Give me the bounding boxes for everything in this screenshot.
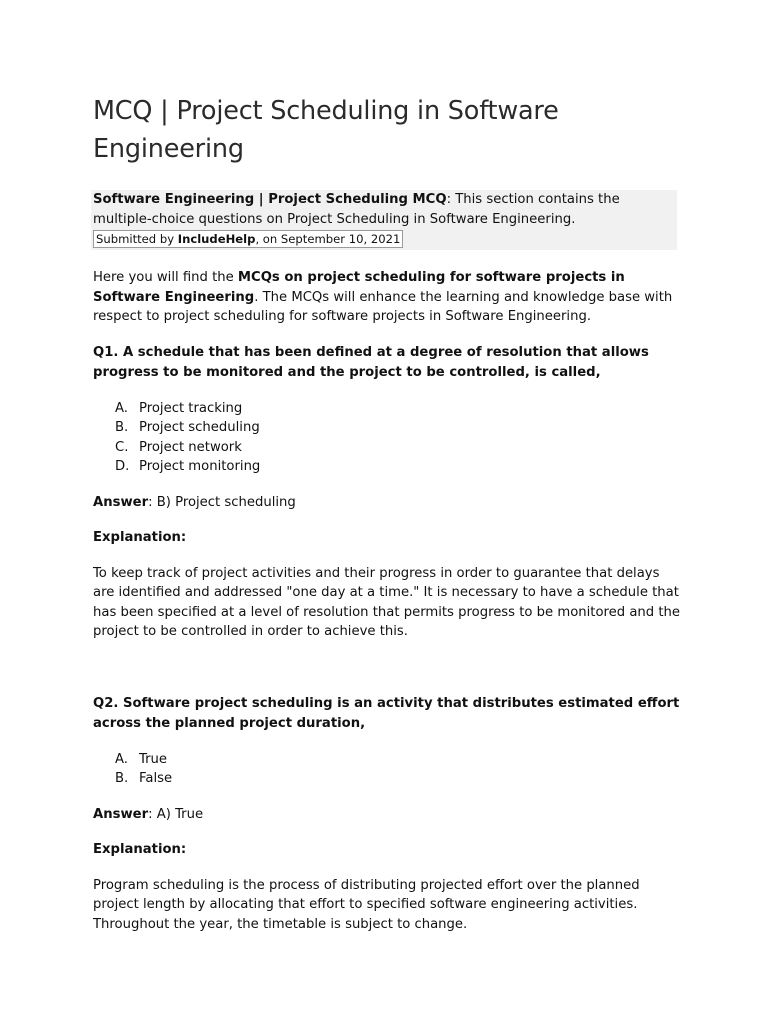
- lead-part1: Here you will find the: [93, 270, 238, 285]
- option-item: [93, 418, 683, 438]
- question-2-explanation: Program scheduling is the process of distributing projected effort over the planned project length by allocating that effort to specified software engineering activities. Throughout the year, the timetable is subject to change.: [93, 877, 640, 932]
- option-text: False: [139, 771, 173, 786]
- intro-box: [91, 190, 677, 250]
- question-1: Q1. A schedule that has been defined at a degree of resolution that allows progress to be monitored and the project to be controlled, is called,: [93, 344, 649, 380]
- option-text: Project monitoring: [139, 459, 261, 474]
- answer-text: : B) Project scheduling: [148, 494, 296, 510]
- question-1-explanation-heading: Explanation:: [93, 530, 187, 545]
- option-text: Project scheduling: [139, 420, 260, 435]
- document-page: [93, 92, 683, 934]
- option-letter: B.: [115, 771, 129, 786]
- option-item: [93, 769, 683, 789]
- answer-label: Answer: [93, 806, 149, 822]
- option-item: [93, 750, 683, 770]
- option-text: True: [139, 751, 168, 767]
- submitted-author: IncludeHelp: [177, 232, 256, 246]
- option-letter: A.: [115, 751, 128, 767]
- lead-paragraph: [93, 268, 683, 327]
- option-item: [93, 438, 683, 458]
- question-2: Q2. Software project scheduling is an activity that distributes estimated effort across the planned project duration,: [93, 695, 680, 731]
- option-item: [93, 457, 683, 477]
- option-letter: D.: [115, 459, 130, 474]
- option-letter: B.: [115, 420, 129, 435]
- submitted-byline: [93, 230, 403, 248]
- option-text: Project network: [139, 439, 242, 455]
- question-2-explanation-heading: Explanation:: [93, 842, 187, 857]
- question-1-explanation: To keep track of project activities and their progress in order to guarantee that delays are identified and addressed "one day at a time." It is necessary to have a schedule that has been specified at a level of resolution that permits progress to be monitored and the project to be controlled in order to achieve this.: [93, 565, 680, 639]
- page-title: MCQ | Project Scheduling in Software Engineering: [93, 96, 559, 164]
- answer-label: Answer: [93, 494, 149, 510]
- submitted-prefix: Submitted by: [96, 232, 178, 246]
- intro-text: : This section contains the multiple-choice questions on Project Scheduling in Software Engineering.: [93, 192, 620, 227]
- lead-part2: . The MCQs will enhance the learning and knowledge base with respect to project scheduling for software projects in Software Engineering.: [93, 289, 673, 324]
- question-1-options: [93, 399, 683, 477]
- intro-bold-lead: Software Engineering | Project Scheduling MCQ: [93, 192, 447, 207]
- question-2-options: [93, 750, 683, 789]
- submitted-date: , on September 10, 2021: [255, 232, 401, 246]
- option-letter: A.: [115, 400, 128, 416]
- option-item: [93, 399, 683, 419]
- option-letter: C.: [115, 439, 129, 455]
- lead-bold: MCQs on project scheduling for software projects in Software Engineering: [93, 270, 625, 305]
- option-text: Project tracking: [139, 400, 243, 416]
- question-1-answer: [93, 493, 683, 513]
- question-2-answer: [93, 805, 683, 825]
- answer-text: : A) True: [148, 806, 204, 822]
- section-spacer: [93, 642, 683, 678]
